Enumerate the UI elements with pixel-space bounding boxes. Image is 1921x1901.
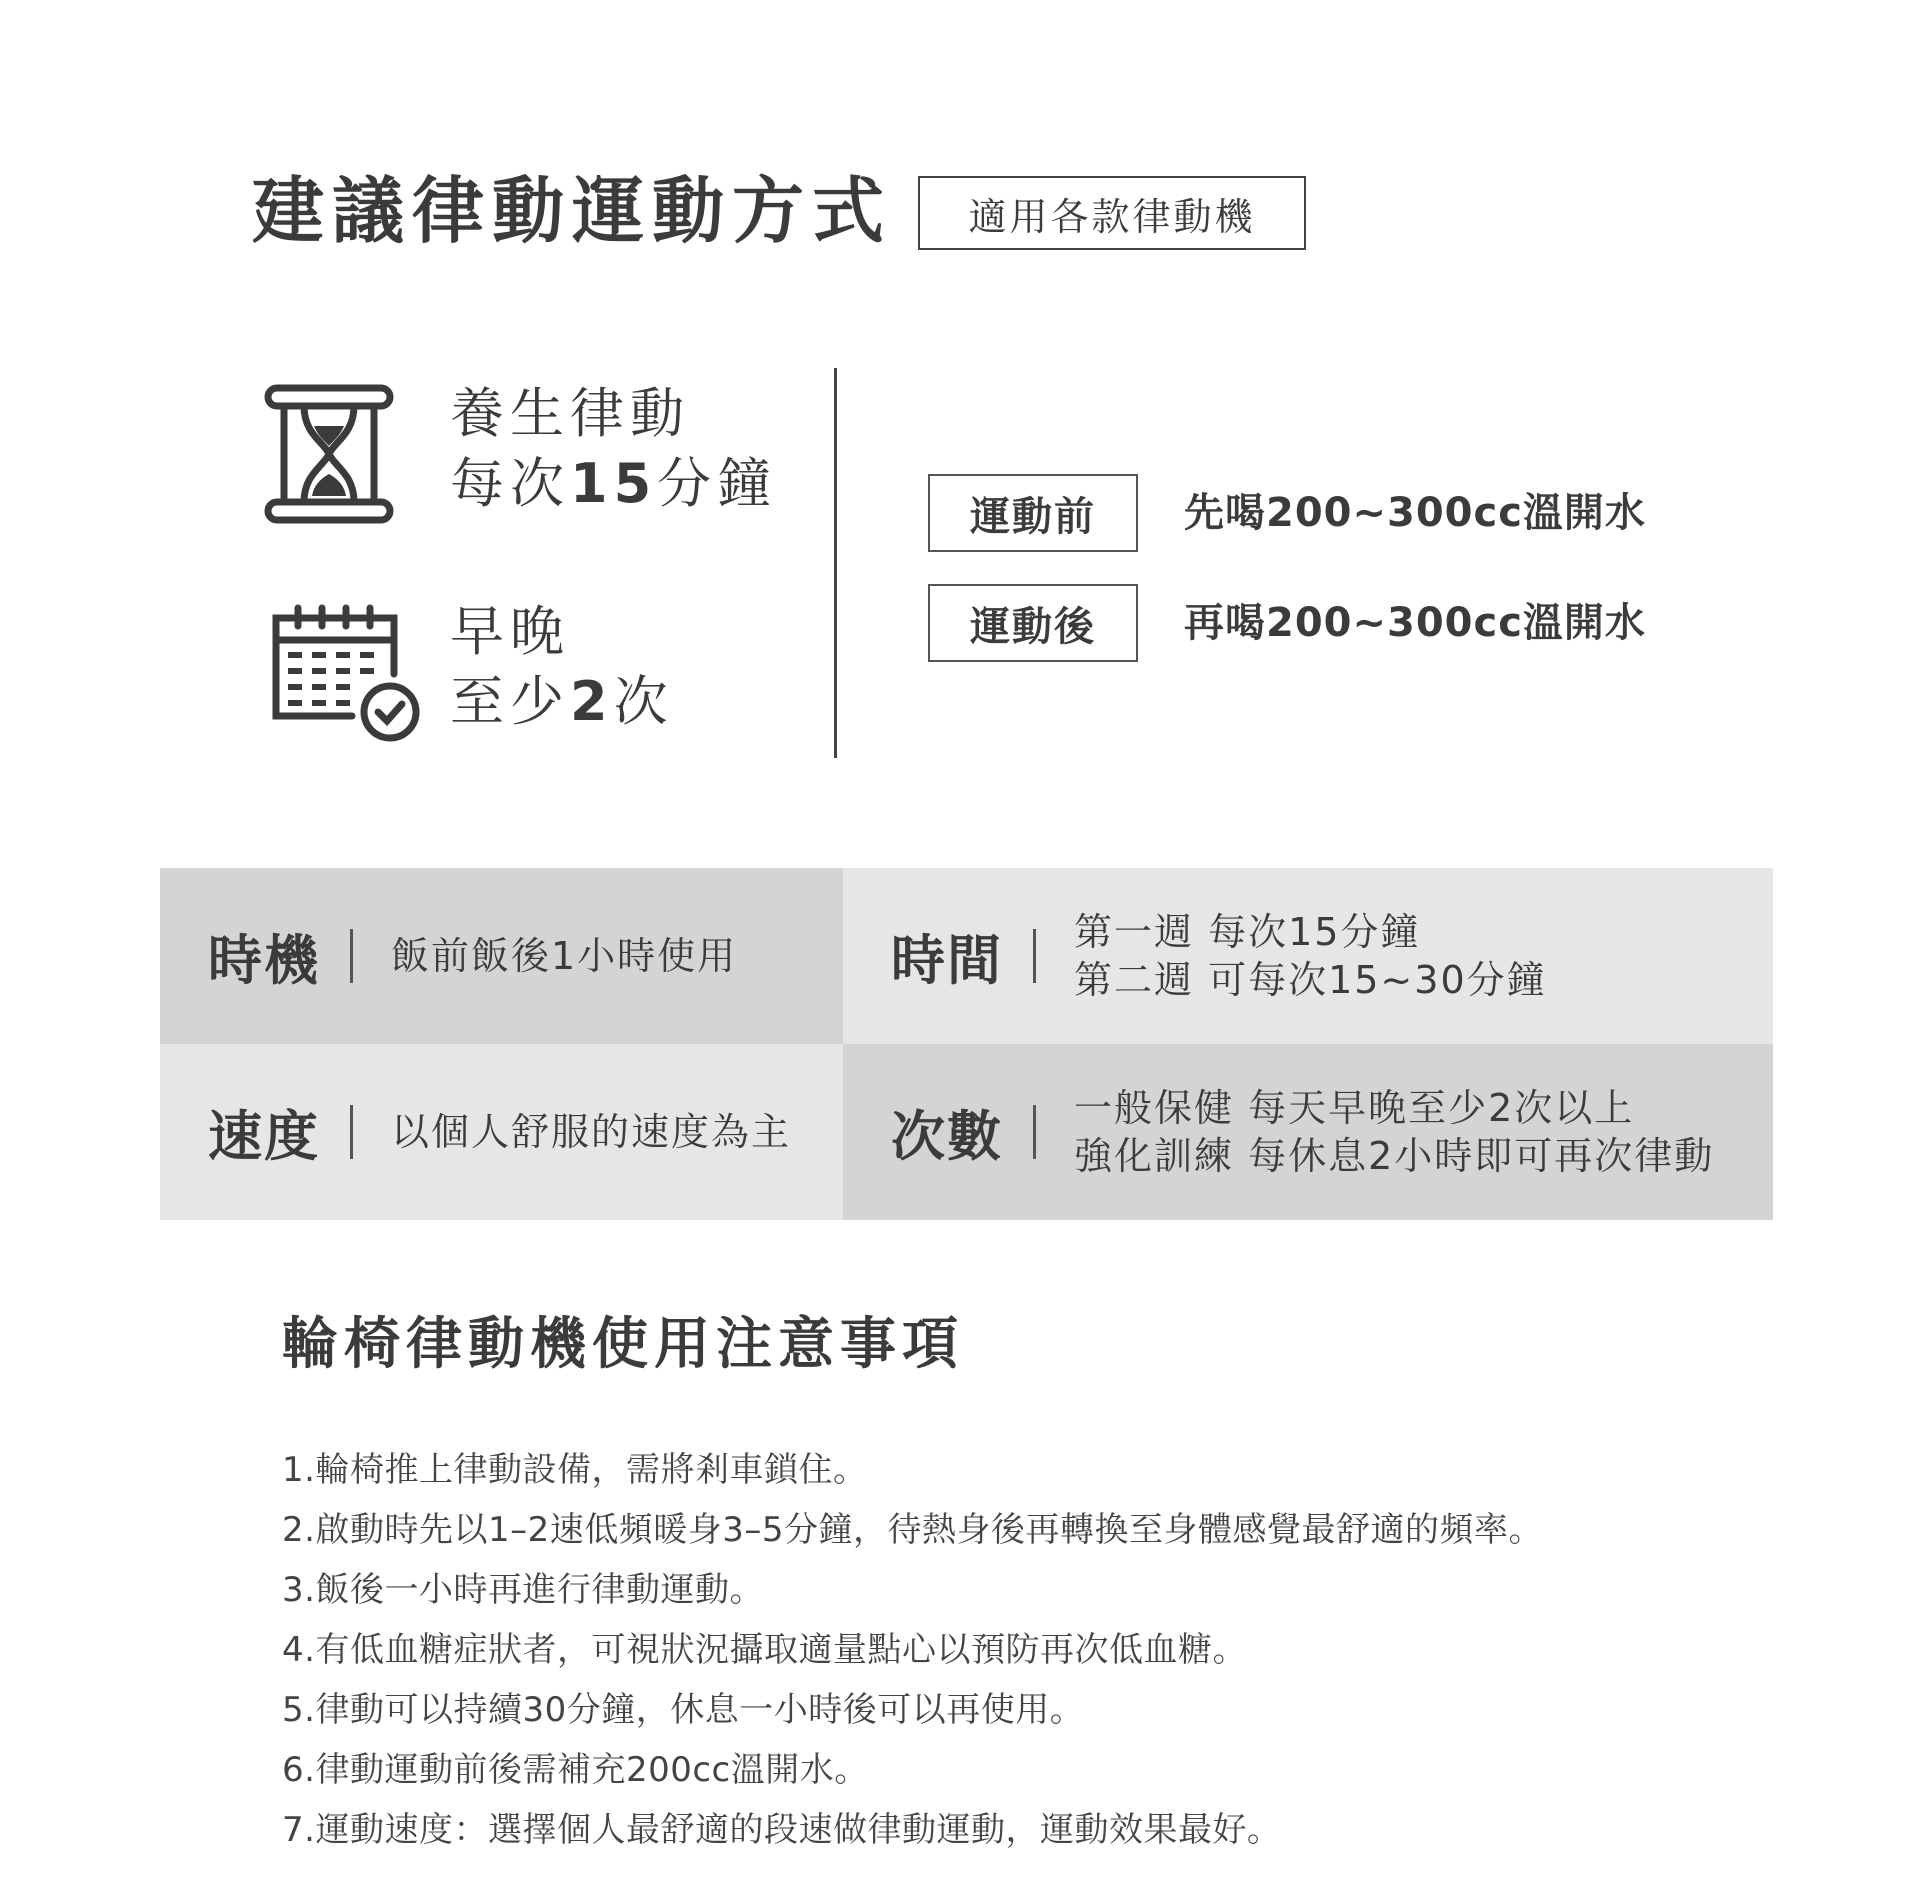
- frequency-line2: 至少2次: [450, 670, 674, 733]
- duration-line1: 養生律動: [450, 382, 690, 445]
- grid-value: 以個人舒服的速度為主: [391, 1110, 792, 1154]
- grid-key: 時機: [208, 928, 320, 992]
- grid-separator: [350, 1105, 353, 1159]
- applicability-badge: 適用各款律動機: [918, 176, 1306, 250]
- grid-cell-duration: [843, 868, 1773, 1044]
- list-item: 4.有低血糖症狀者，可視狀況攝取適量點心以預防再次低血糖。: [282, 1630, 1247, 1670]
- grid-cell-speed: [160, 1044, 843, 1220]
- list-item: 6.律動運動前後需補充200cc溫開水。: [282, 1750, 869, 1790]
- grid-key: 時間: [891, 928, 1003, 992]
- grid-value: 第一週 每次15分鐘 第二週 可每次15~30分鐘: [1074, 910, 1547, 1002]
- grid-key: 次數: [891, 1104, 1003, 1168]
- calendar-check-icon: [270, 604, 420, 750]
- hourglass-icon: [264, 384, 394, 524]
- duration-line2: 每次15分鐘: [450, 452, 778, 515]
- after-exercise-tag: 運動後: [928, 584, 1138, 662]
- before-exercise-tag: 運動前: [928, 474, 1138, 552]
- grid-separator: [1033, 929, 1036, 983]
- list-item: 2.啟動時先以1–2速低頻暖身3–5分鐘，待熱身後再轉換至身體感覺最舒適的頻率。: [282, 1510, 1543, 1550]
- before-exercise-desc: 先喝200~300cc溫開水: [1184, 490, 1646, 536]
- page-title: 建議律動運動方式: [252, 169, 893, 253]
- after-exercise-desc: 再喝200~300cc溫開水: [1184, 600, 1646, 646]
- grid-value: 飯前飯後1小時使用: [391, 934, 738, 978]
- list-item: 1.輪椅推上律動設備，需將剎車鎖住。: [282, 1450, 868, 1490]
- frequency-line1: 早晚: [450, 600, 570, 663]
- section-divider: [834, 368, 837, 758]
- grid-cell-timing: [160, 868, 843, 1044]
- grid-cell-count: [843, 1044, 1773, 1220]
- grid-separator: [350, 929, 353, 983]
- grid-value: 一般保健 每天早晚至少2次以上 強化訓練 每休息2小時即可再次律動: [1074, 1086, 1715, 1178]
- notes-title: 輪椅律動機使用注意事項: [282, 1312, 964, 1377]
- grid-separator: [1033, 1105, 1036, 1159]
- list-item: 5.律動可以持續30分鐘，休息一小時後可以再使用。: [282, 1690, 1085, 1730]
- list-item: 7.運動速度：選擇個人最舒適的段速做律動運動，運動效果最好。: [282, 1810, 1282, 1850]
- notes-list: [282, 1440, 1543, 1860]
- list-item: 3.飯後一小時再進行律動運動。: [282, 1570, 764, 1610]
- grid-key: 速度: [208, 1104, 320, 1168]
